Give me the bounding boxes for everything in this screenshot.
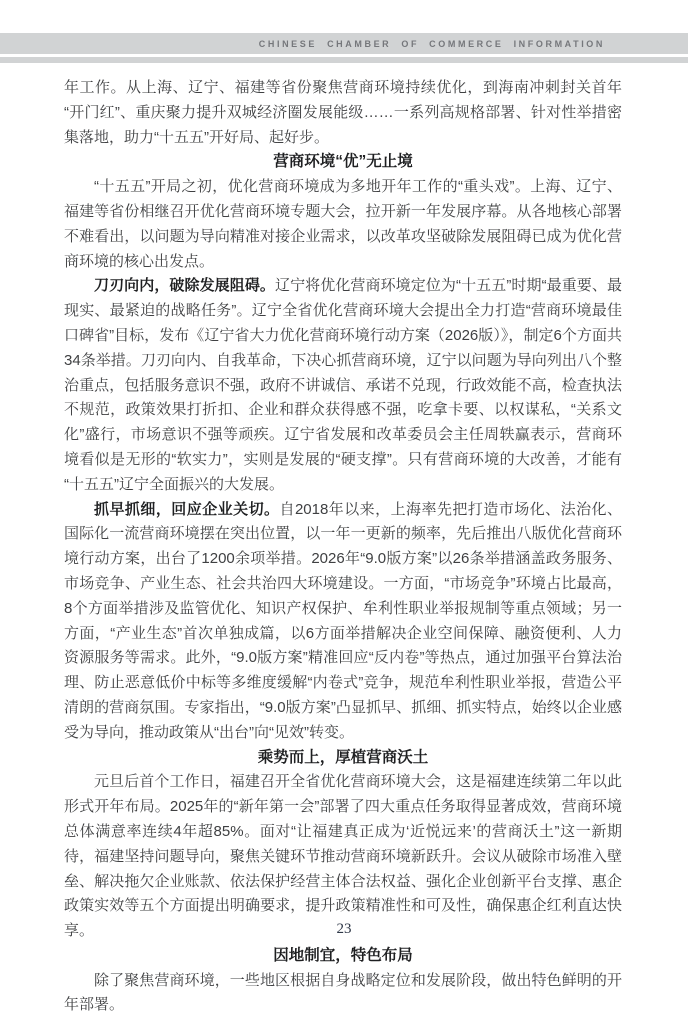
- paragraph: 除了聚焦营商环境，一些地区根据自身战略定位和发展阶段，做出特色鲜明的开年部署。: [64, 971, 622, 1014]
- page-number: 23: [336, 921, 352, 937]
- header-rule: [0, 57, 688, 63]
- header-banner-text: CHINESE CHAMBER OF COMMERCE INFORMATION: [258, 38, 605, 49]
- paragraph: 年工作。从上海、辽宁、福建等省份聚焦营商环境持续优化，到海南冲刺封关首年“开门红”、重庆聚力提升双城经济圈发展能级……一系列高规格部署、针对性举措密集落地，助力“十五五”开好局、起好步。: [64, 79, 622, 146]
- paragraph: 刀刃向内，破除发展阻碍。辽宁将优化营商环境定位为“十五五”时期“最重要、最现实、最紧迫的战略任务”。辽宁全省优化营商环境大会提出全力打造“营商环境最佳口碑省”目标，发布《辽宁省大力优化营商环境行动方案（2026版）》，制定6个方面共34条举措。刀刃向内、自我革命，下决心抓营商环境，辽宁以问题为导向列出八个整治重点，包括服务意识不强，政府不讲诚信、承诺不兑现，行政效能不高，检查执法不规范，政策效果打折扣、企业和群众获得感不强，吃拿卡要、以权谋私，“关系文化”盛行，市场意识不强等顽疾。辽宁省发展和改革委员会主任周轶赢表示，营商环境看似是无形的“软实力”，实则是发展的“硬支撑”。只有营商环境的大改善，才能有“十五五”辽宁全面振兴的大发展。: [64, 277, 622, 493]
- paragraph-bold-lead: 刀刃向内，破除发展阻碍。: [94, 277, 275, 295]
- section-heading: 乘势而上，厚植营商沃土: [257, 748, 429, 766]
- section-heading: 因地制宜，特色布局: [273, 946, 413, 964]
- article-body: [64, 76, 622, 1018]
- paragraph-bold-lead: 抓早抓细，回应企业关切。: [94, 500, 280, 518]
- paragraph: 元旦后首个工作日，福建召开全省优化营商环境大会，这是福建连续第二年以此形式开年布局。2025年的“新年第一会”部署了四大重点任务取得显著成效，营商环境总体满意率连续4年超85%。面对“让福建真正成为‘近悦远来’的营商沃土”这一新期待，福建坚持问题导向，聚焦关键环节推动营商环境新跃升。会议从破除市场准入壁垒、解决拖欠企业账款、依法保护经营主体合法权益、强化企业创新平台支撑、惠企政策实效等五个方面提出明确要求，提升政策精准性和可及性，确保惠企红利直达快享。: [64, 773, 622, 940]
- paragraph: 抓早抓细，回应企业关切。自2018年以来，上海率先把打造市场化、法治化、国际化一流营商环境摆在突出位置，以一年一更新的频率，先后推出八版优化营商环境行动方案，出台了1200余项举措。2026年“9.0版方案”以26条举措涵盖政务服务、市场竞争、产业生态、社会共治四大环境建设。一方面，“市场竞争”环境占比最高，8个方面举措涉及监管优化、知识产权保护、牟利性职业举报规制等重点领域；另一方面，“产业生态”首次单独成篇，以6方面举措解决企业空间保障、融资便利、人力资源服务等需求。此外，“9.0版方案”精准回应“反内卷”等热点，通过加强平台算法治理、防止恶意低价中标等多维度缓解“内卷式”竞争，规范牟利性职业举报，营造公平清朗的营商氛围。专家指出，“9.0版方案”凸显抓早、抓细、抓实特点，始终以企业感受为导向，推动政策从“出台”向“见效”转变。: [64, 500, 622, 741]
- section-heading: 营商环境“优”无止境: [273, 153, 413, 171]
- paragraph: “十五五”开局之初，优化营商环境成为多地开年工作的“重头戏”。上海、辽宁、福建等省份相继召开优化营商环境专题大会，拉开新一年发展序幕。从各地核心部署不难看出，以问题为导向精准对接企业需求，以改革攻坚破除发展阻碍已成为优化营商环境的核心出发点。: [64, 178, 622, 270]
- header-banner: [0, 33, 688, 54]
